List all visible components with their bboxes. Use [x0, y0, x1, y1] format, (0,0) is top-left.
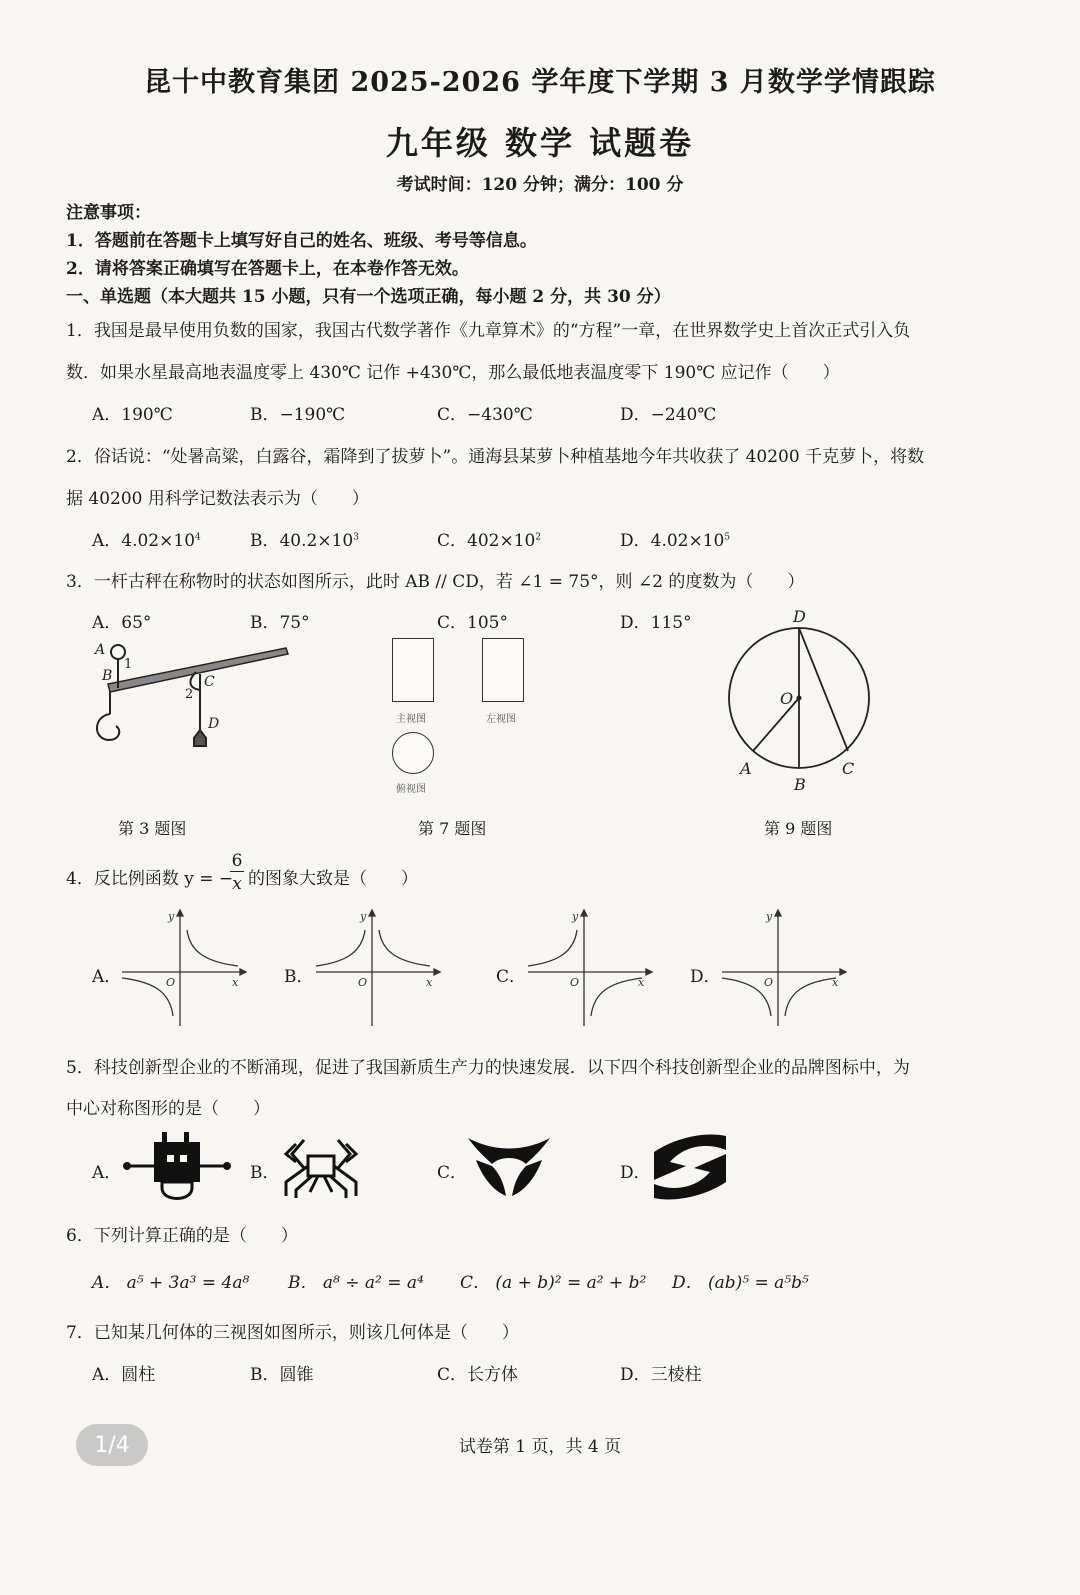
paper-subtitle: 九年级 数学 试题卷 [385, 124, 695, 162]
q5-option-b: B． [250, 1163, 280, 1183]
q2-option-b: B．$40.2\times 10^3$ [250, 531, 359, 551]
exam-title: 昆十中教育集团 2025-2026 学年度下学期 3 月数学学情跟踪 [144, 67, 936, 98]
left-view-label: 左视图 [486, 714, 516, 725]
q4-fraction-num: 6 [231, 851, 243, 871]
page-indicator[interactable]: 1/4 [76, 1424, 148, 1466]
steelyard-ring [111, 645, 125, 659]
fig3-angle-2: 2 [185, 687, 194, 702]
fig9-center-dot [797, 696, 802, 701]
svg-text:O: O [358, 976, 368, 989]
svg-text:y: y [572, 910, 579, 923]
steelyard-beam [108, 648, 288, 692]
q3-option-d: D．115° [620, 613, 692, 633]
top-view-label: 俯视图 [396, 784, 426, 795]
q1-option-a: A．190℃ [92, 405, 173, 425]
left-view-rect [482, 638, 524, 702]
q5-option-a: A． [92, 1163, 122, 1183]
section-heading: 一、单选题（本大题共 15 小题，只有一个选项正确，每小题 2 分，共 30 分） [66, 287, 671, 307]
robot-logo-icon [122, 1130, 232, 1202]
fig9-label-b: B [794, 775, 806, 794]
fig9-label-o: O [780, 689, 794, 708]
top-view-circle [392, 732, 434, 774]
q4-prefix: 4．反比例函数 y = − [66, 869, 234, 889]
q5-option-c: C． [437, 1163, 468, 1183]
q7-line-1: 7．已知某几何体的三视图如图所示，则该几何体是（ ） [66, 1323, 519, 1343]
svg-text:y: y [168, 910, 175, 923]
q3-line-1: 3．一杆古秤在称物时的状态如图所示，此时 AB // CD，若 ∠1 = 75°，则 ∠2 的度数为（ ） [66, 572, 805, 592]
q7-option-c: C．长方体 [437, 1365, 519, 1385]
crab-logo-icon [282, 1136, 360, 1200]
svg-text:O: O [570, 976, 580, 989]
fig7-caption: 第 7 题图 [418, 819, 487, 838]
q5-option-d: D． [620, 1163, 651, 1183]
fig3-label-d: D [208, 716, 220, 732]
svg-text:x: x [638, 976, 645, 989]
page-footer: 试卷第 1 页，共 4 页 [458, 1437, 622, 1457]
fig3-caption: 第 3 题图 [118, 819, 187, 838]
q1-option-c: C．−430℃ [437, 405, 533, 425]
fig9-label-d: D [793, 607, 806, 626]
q3-option-a: A．65° [92, 613, 152, 633]
q2-option-d: D．$4.02\times 10^5$ [620, 531, 731, 551]
q1-line-2: 数．如果水星最高地表温度零上 430℃ 记作 +430℃，那么最低地表温度零下 190℃ 应记作（ ） [66, 363, 840, 383]
notice-item-1: 1．答题前在答题卡上填写好自己的姓名、班级、考号等信息。 [66, 231, 537, 251]
q3-option-c: C．105° [437, 613, 508, 633]
svg-text:x: x [832, 976, 839, 989]
q3-option-b: B．75° [250, 613, 310, 633]
fig9-chord-dc [799, 628, 848, 751]
svg-text:x: x [232, 976, 239, 989]
q4-suffix: 的图象大致是（ ） [248, 869, 418, 889]
fig3-label-c: C [204, 674, 215, 690]
svg-text:O: O [764, 976, 774, 989]
q5-line-1: 5．科技创新型企业的不断涌现，促进了我国新质生产力的快速发展．以下四个科技创新型企业的品牌图标中，为 [66, 1058, 910, 1078]
svg-text:x: x [426, 976, 433, 989]
q7-option-a: A．圆柱 [92, 1365, 156, 1385]
q1-option-b: B．−190℃ [250, 405, 346, 425]
q4-option-d: D． [690, 967, 721, 987]
q7-option-b: B．圆锥 [250, 1365, 314, 1385]
q4-graph-a [120, 910, 246, 1028]
q4-graph-c [526, 910, 652, 1028]
notice-heading: 注意事项： [66, 203, 151, 223]
q5-line-2: 中心对称图形的是（ ） [66, 1099, 270, 1119]
fig3-label-b: B [102, 668, 113, 684]
q4-option-c: C． [496, 967, 527, 987]
circle-figure [716, 606, 896, 796]
exam-info: 考试时间：120 分钟；满分：100 分 [396, 175, 684, 195]
fig3-angle-1: 1 [124, 657, 133, 672]
svg-text:y: y [360, 910, 367, 923]
q1-option-d: D．−240℃ [620, 405, 717, 425]
q6-option-b: B． a⁸ ÷ a² = a⁴ [288, 1273, 424, 1293]
q4-option-b: B． [284, 967, 314, 987]
fig9-caption: 第 9 题图 [764, 819, 833, 838]
notice-item-2: 2．请将答案正确填写在答题卡上，在本卷作答无效。 [66, 259, 469, 279]
q1-line-1: 1．我国是最早使用负数的国家，我国古代数学著作《九章算术》的“方程”一章，在世界数学史上首次正式引入负 [66, 321, 911, 341]
svg-text:y: y [766, 910, 773, 923]
svg-text:O: O [166, 976, 176, 989]
fig3-label-a: A [95, 642, 106, 658]
q7-option-d: D．三棱柱 [620, 1365, 702, 1385]
q2-option-c: C．$402\times 10^2$ [437, 531, 542, 551]
fig9-label-a: A [740, 759, 752, 778]
q4-fraction-den: x [232, 874, 242, 894]
q2-option-a: A．$4.02\times 10^4$ [92, 531, 201, 551]
steelyard-figure [84, 636, 304, 756]
q6-option-a: A． a⁵ + 3a³ = 4a⁸ [92, 1273, 250, 1293]
front-view-label: 主视图 [396, 714, 426, 725]
q4-graph-b [314, 910, 440, 1028]
steelyard-weight [194, 730, 206, 746]
triangle-logo-icon [466, 1136, 552, 1198]
q2-line-2: 据 40200 用科学记数法表示为（ ） [66, 489, 369, 509]
q4-graph-d [720, 910, 846, 1028]
fig9-label-c: C [842, 759, 855, 778]
q4-option-a: A． [92, 967, 122, 987]
front-view-rect [392, 638, 434, 702]
swirl-logo-icon [650, 1132, 730, 1202]
steelyard-hook [97, 714, 119, 740]
q6-option-d: D． (ab)⁵ = a⁵b⁵ [672, 1273, 809, 1293]
q6-line-1: 6．下列计算正确的是（ ） [66, 1226, 298, 1246]
q6-option-c: C． (a + b)² = a² + b² [460, 1273, 647, 1293]
q2-line-1: 2．俗话说：“处暑高粱，白露谷，霜降到了拔萝卜”。通海县某萝卜种植基地今年共收获了 40200 千克萝卜，将数 [66, 447, 925, 467]
